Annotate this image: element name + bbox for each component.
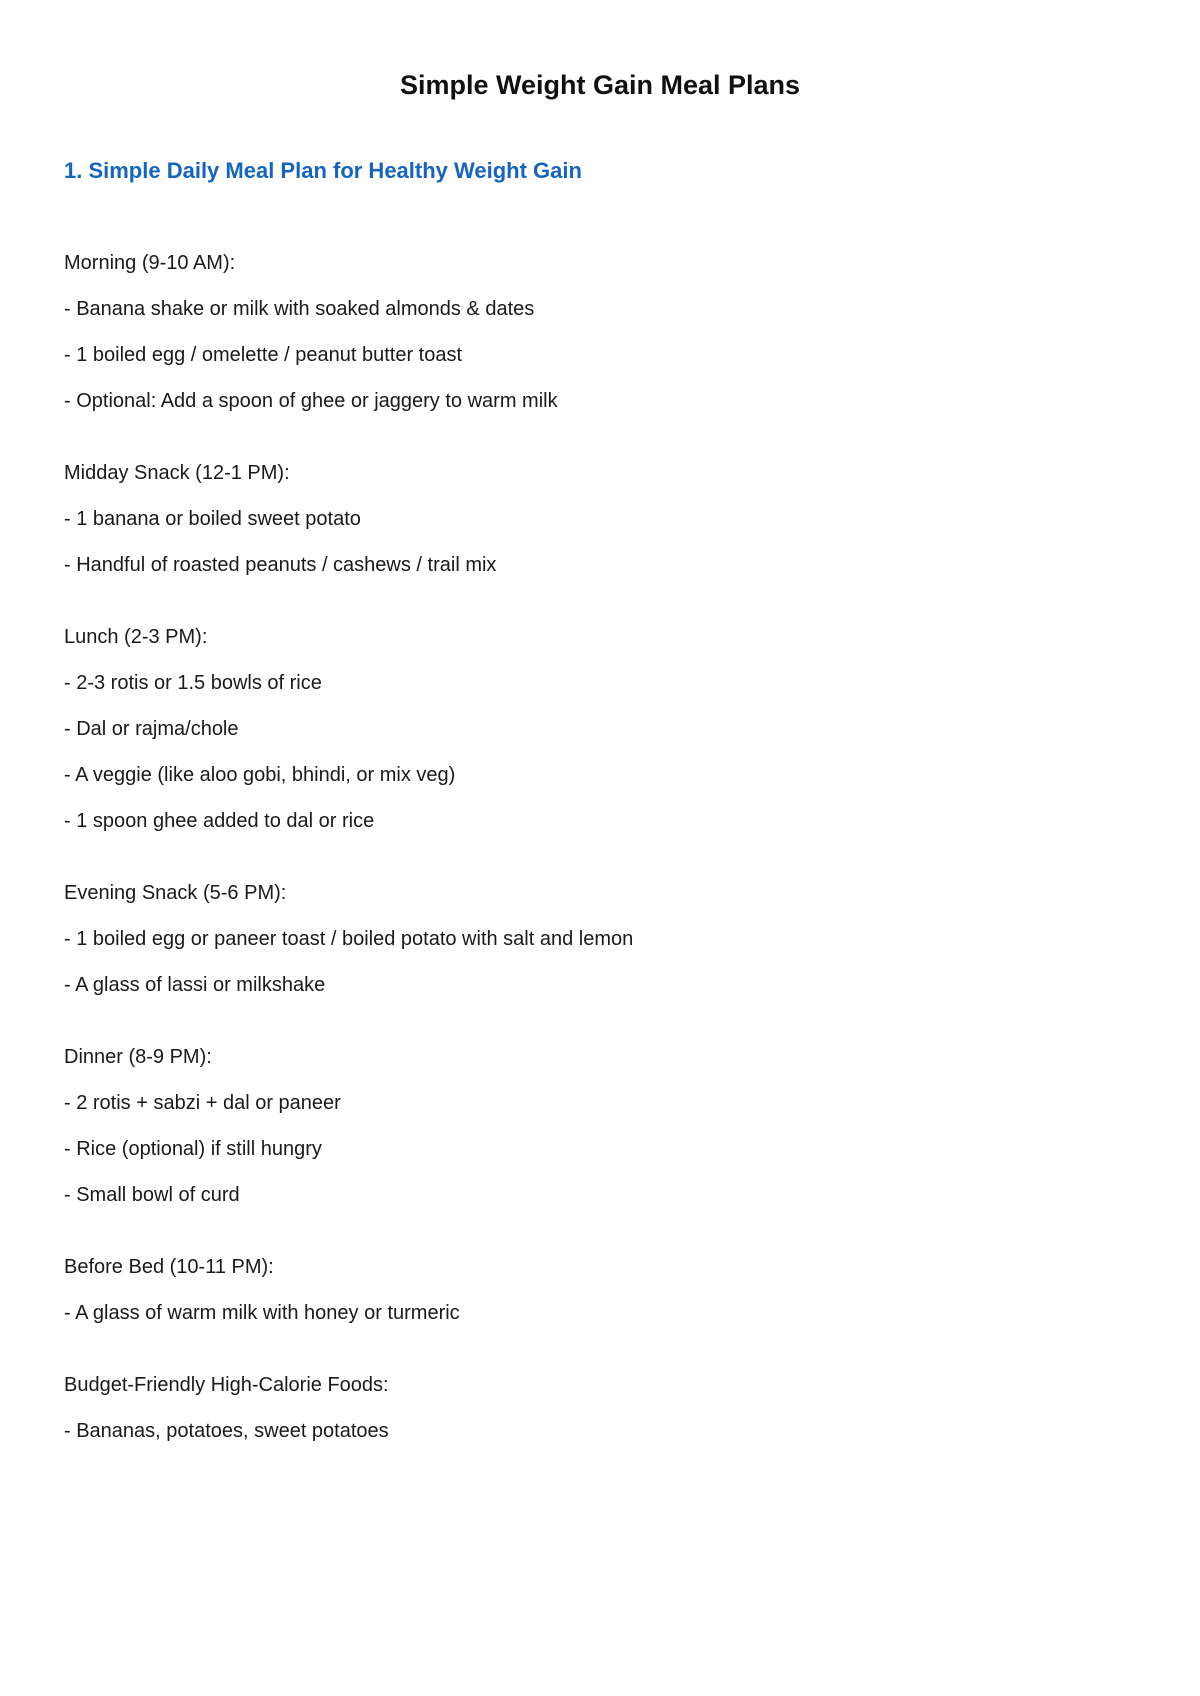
meal-heading: Budget-Friendly High-Calorie Foods: xyxy=(64,1374,389,1396)
meal-group-budget-foods xyxy=(64,1372,1136,1444)
meal-heading: Morning (9-10 AM): xyxy=(64,252,236,274)
meal-group-lunch xyxy=(64,624,1136,834)
meal-item: - A veggie (like aloo gobi, bhindi, or mix veg) xyxy=(64,764,456,786)
meal-item: - Banana shake or milk with soaked almonds & dates xyxy=(64,298,535,320)
meal-heading: Midday Snack (12-1 PM): xyxy=(64,462,290,484)
page-title: Simple Weight Gain Meal Plans xyxy=(399,70,801,100)
meal-item: - Small bowl of curd xyxy=(64,1184,240,1206)
meal-group-dinner xyxy=(64,1044,1136,1208)
meal-item: - Handful of roasted peanuts / cashews / trail mix xyxy=(64,554,497,576)
meal-heading: Before Bed (10-11 PM): xyxy=(64,1256,274,1278)
meal-item: - Rice (optional) if still hungry xyxy=(64,1138,322,1160)
meal-group-evening-snack xyxy=(64,880,1136,998)
meal-group-morning xyxy=(64,250,1136,414)
meal-item: - 1 banana or boiled sweet potato xyxy=(64,508,361,530)
meal-item: - 1 spoon ghee added to dal or rice xyxy=(64,810,375,832)
meal-item: - A glass of lassi or milkshake xyxy=(64,974,326,996)
meal-item: - Bananas, potatoes, sweet potatoes xyxy=(64,1420,389,1442)
meal-group-midday-snack xyxy=(64,460,1136,578)
section-heading: 1. Simple Daily Meal Plan for Healthy Weight Gain xyxy=(64,158,582,183)
meal-heading: Dinner (8-9 PM): xyxy=(64,1046,212,1068)
meal-item: - 2-3 rotis or 1.5 bowls of rice xyxy=(64,672,322,694)
meal-item: - 2 rotis + sabzi + dal or paneer xyxy=(64,1092,341,1114)
meal-group-before-bed xyxy=(64,1254,1136,1326)
meal-item: - Dal or rajma/chole xyxy=(64,718,239,740)
meal-item: - 1 boiled egg / omelette / peanut butter toast xyxy=(64,344,463,366)
meal-item: - 1 boiled egg or paneer toast / boiled potato with salt and lemon xyxy=(64,928,634,950)
meal-item: - A glass of warm milk with honey or turmeric xyxy=(64,1302,460,1324)
meal-item: - Optional: Add a spoon of ghee or jaggery to warm milk xyxy=(64,390,558,412)
meal-heading: Lunch (2-3 PM): xyxy=(64,626,208,648)
meal-heading: Evening Snack (5-6 PM): xyxy=(64,882,287,904)
meal-plan-content xyxy=(64,250,1136,1490)
